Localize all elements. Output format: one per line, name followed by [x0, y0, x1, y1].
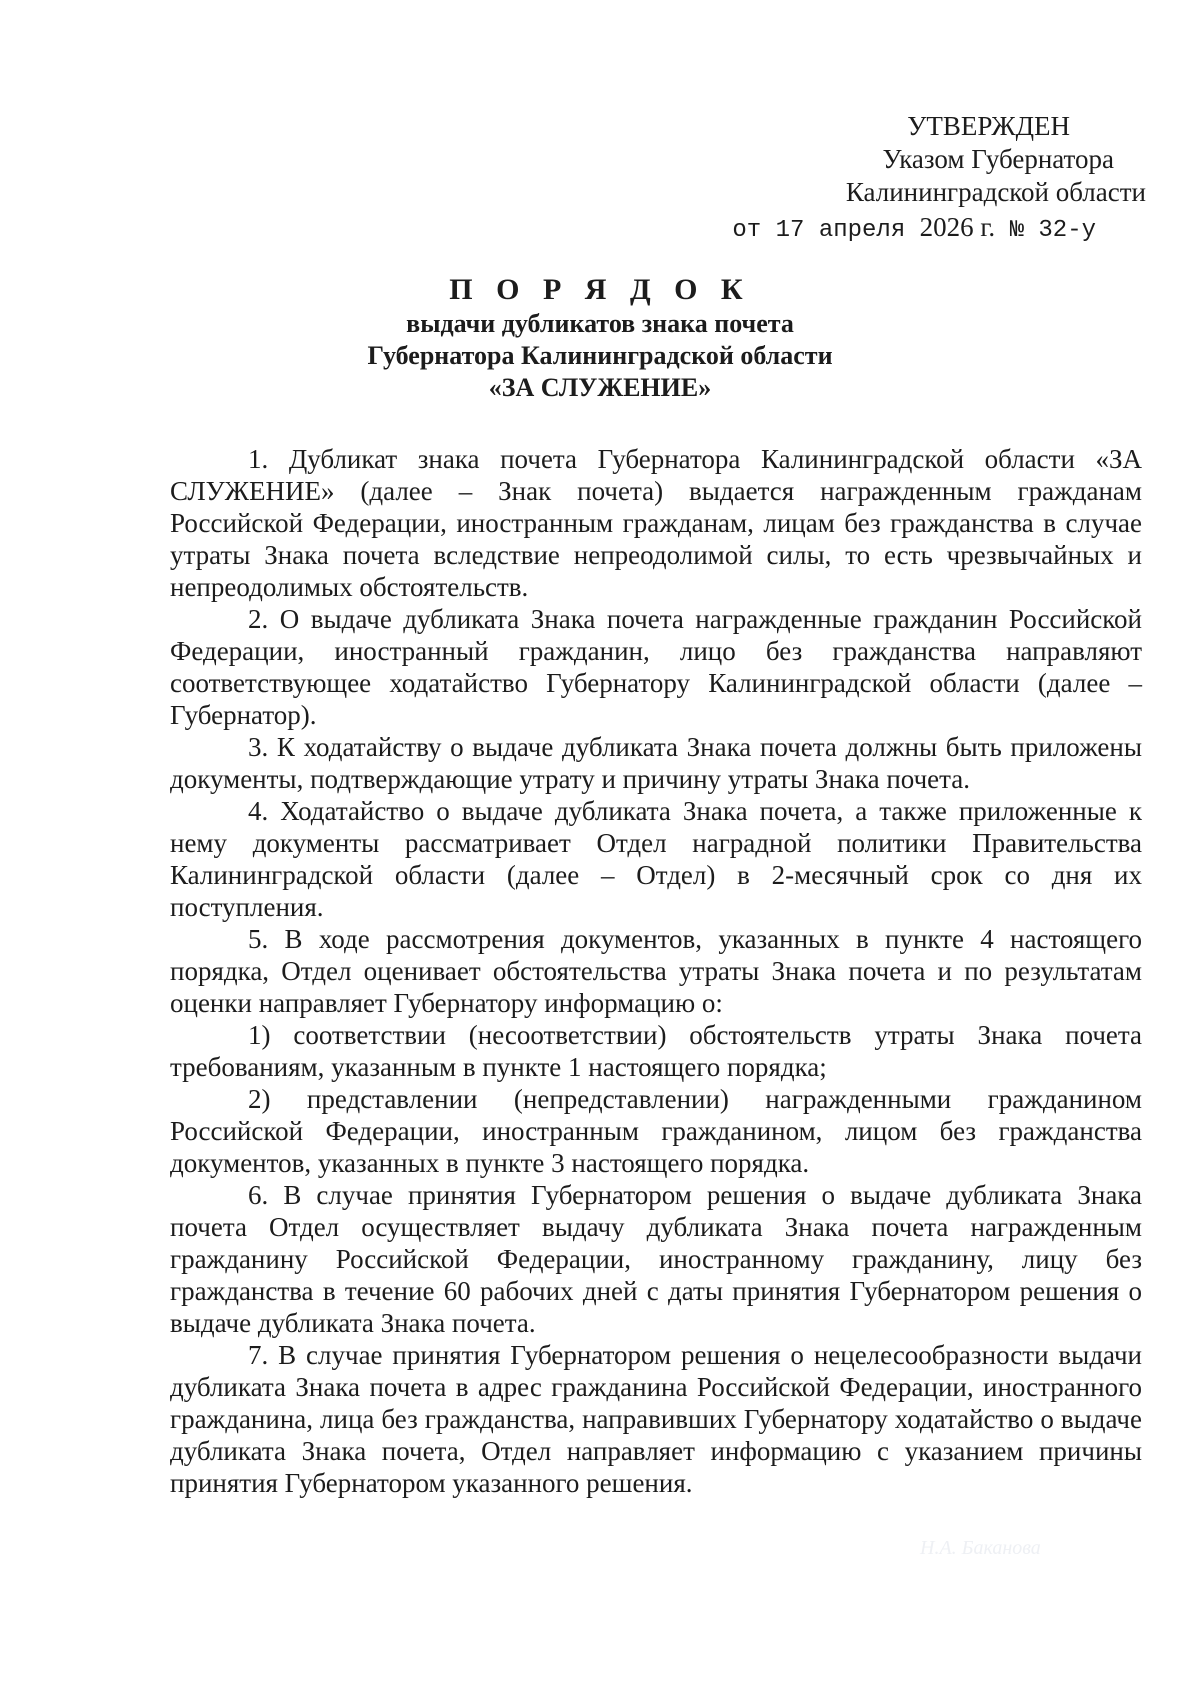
document-heading [0, 272, 1200, 404]
approval-number: № 32-у [1009, 217, 1096, 244]
approval-stamp [650, 110, 1150, 247]
document-subtitle-3: «ЗА СЛУЖЕНИЕ» [488, 373, 712, 402]
document-subtitle-2: Губернатора Калининградской области [367, 341, 833, 370]
document-body [170, 443, 1142, 1499]
approval-date [650, 211, 1096, 247]
approval-title: УТВЕРЖДЕН [907, 111, 1070, 141]
paragraph: 2) представлении (непредставлении) награжденными гражданином Российской Федерации, иностранным гражданином, лицом без гражданства документов, указанных в пункте 3 настоящего порядка. [170, 1084, 1142, 1178]
paragraph: 7. В случае принятия Губернатором решения о нецелесообразности выдачи дубликата Знака почета в адрес гражданина Российской Федерации, иностранного гражданина, лица без гражданства, направивших Губернатору ходатайство о выдаче дубликата Знака почета, Отдел направляет информацию с указанием причины принятия Губернатором указанного решения. [170, 1340, 1142, 1498]
paragraph: 2. О выдаче дубликата Знака почета награжденные гражданин Российской Федерации, иностранный гражданин, лицо без гражданства направляют соответствующее ходатайство Губернатору Калининградской области (далее – Губернатор). [170, 604, 1142, 730]
document-subtitle-1: выдачи дубликатов знака почета [406, 309, 794, 338]
approval-region: Калининградской области [845, 177, 1146, 207]
approval-date-year: 2026 г. [919, 212, 996, 242]
paragraph: 1. Дубликат знака почета Губернатора Калининградской области «ЗА СЛУЖЕНИЕ» (далее – Знак почета) выдается награжденным гражданам Российской Федерации, иностранным гражданам, лицам без гражданства в случае утраты Знака почета вследствие непреодолимой силы, то есть чрезвычайных и непреодолимых обстоятельств. [170, 444, 1142, 602]
paragraph: 4. Ходатайство о выдаче дубликата Знака почета, а также приложенные к нему документы рассматривает Отдел наградной политики Правительства Калининградской области (далее – Отдел) в 2-месячный срок со дня их поступления. [170, 796, 1142, 922]
document-title: П О Р Я Д О К [449, 273, 751, 306]
paragraph: 5. В ходе рассмотрения документов, указанных в пункте 4 настоящего порядка, Отдел оценивает обстоятельства утраты Знака почета и по результатам оценки направляет Губернатору информацию о: [170, 924, 1142, 1018]
paragraph: 6. В случае принятия Губернатором решения о выдаче дубликата Знака почета Отдел осуществляет выдачу дубликата Знака почета награжденным гражданину Российской Федерации, иностранному гражданину, лицу без гражданства в течение 60 рабочих дней с даты принятия Губернатором решения о выдаче дубликата Знака почета. [170, 1180, 1142, 1338]
faded-signature-trace: Н.А. Баканова [920, 1537, 1041, 1559]
approval-issuer: Указом Губернатора [882, 144, 1114, 174]
paragraph: 1) соответствии (несоответствии) обстоятельств утраты Знака почета требованиям, указанным в пункте 1 настоящего порядка; [170, 1020, 1142, 1082]
paragraph: 3. К ходатайству о выдаче дубликата Знака почета должны быть приложены документы, подтверждающие утрату и причину утраты Знака почета. [170, 732, 1142, 794]
approval-date-prefix: от 17 апреля [732, 217, 906, 244]
